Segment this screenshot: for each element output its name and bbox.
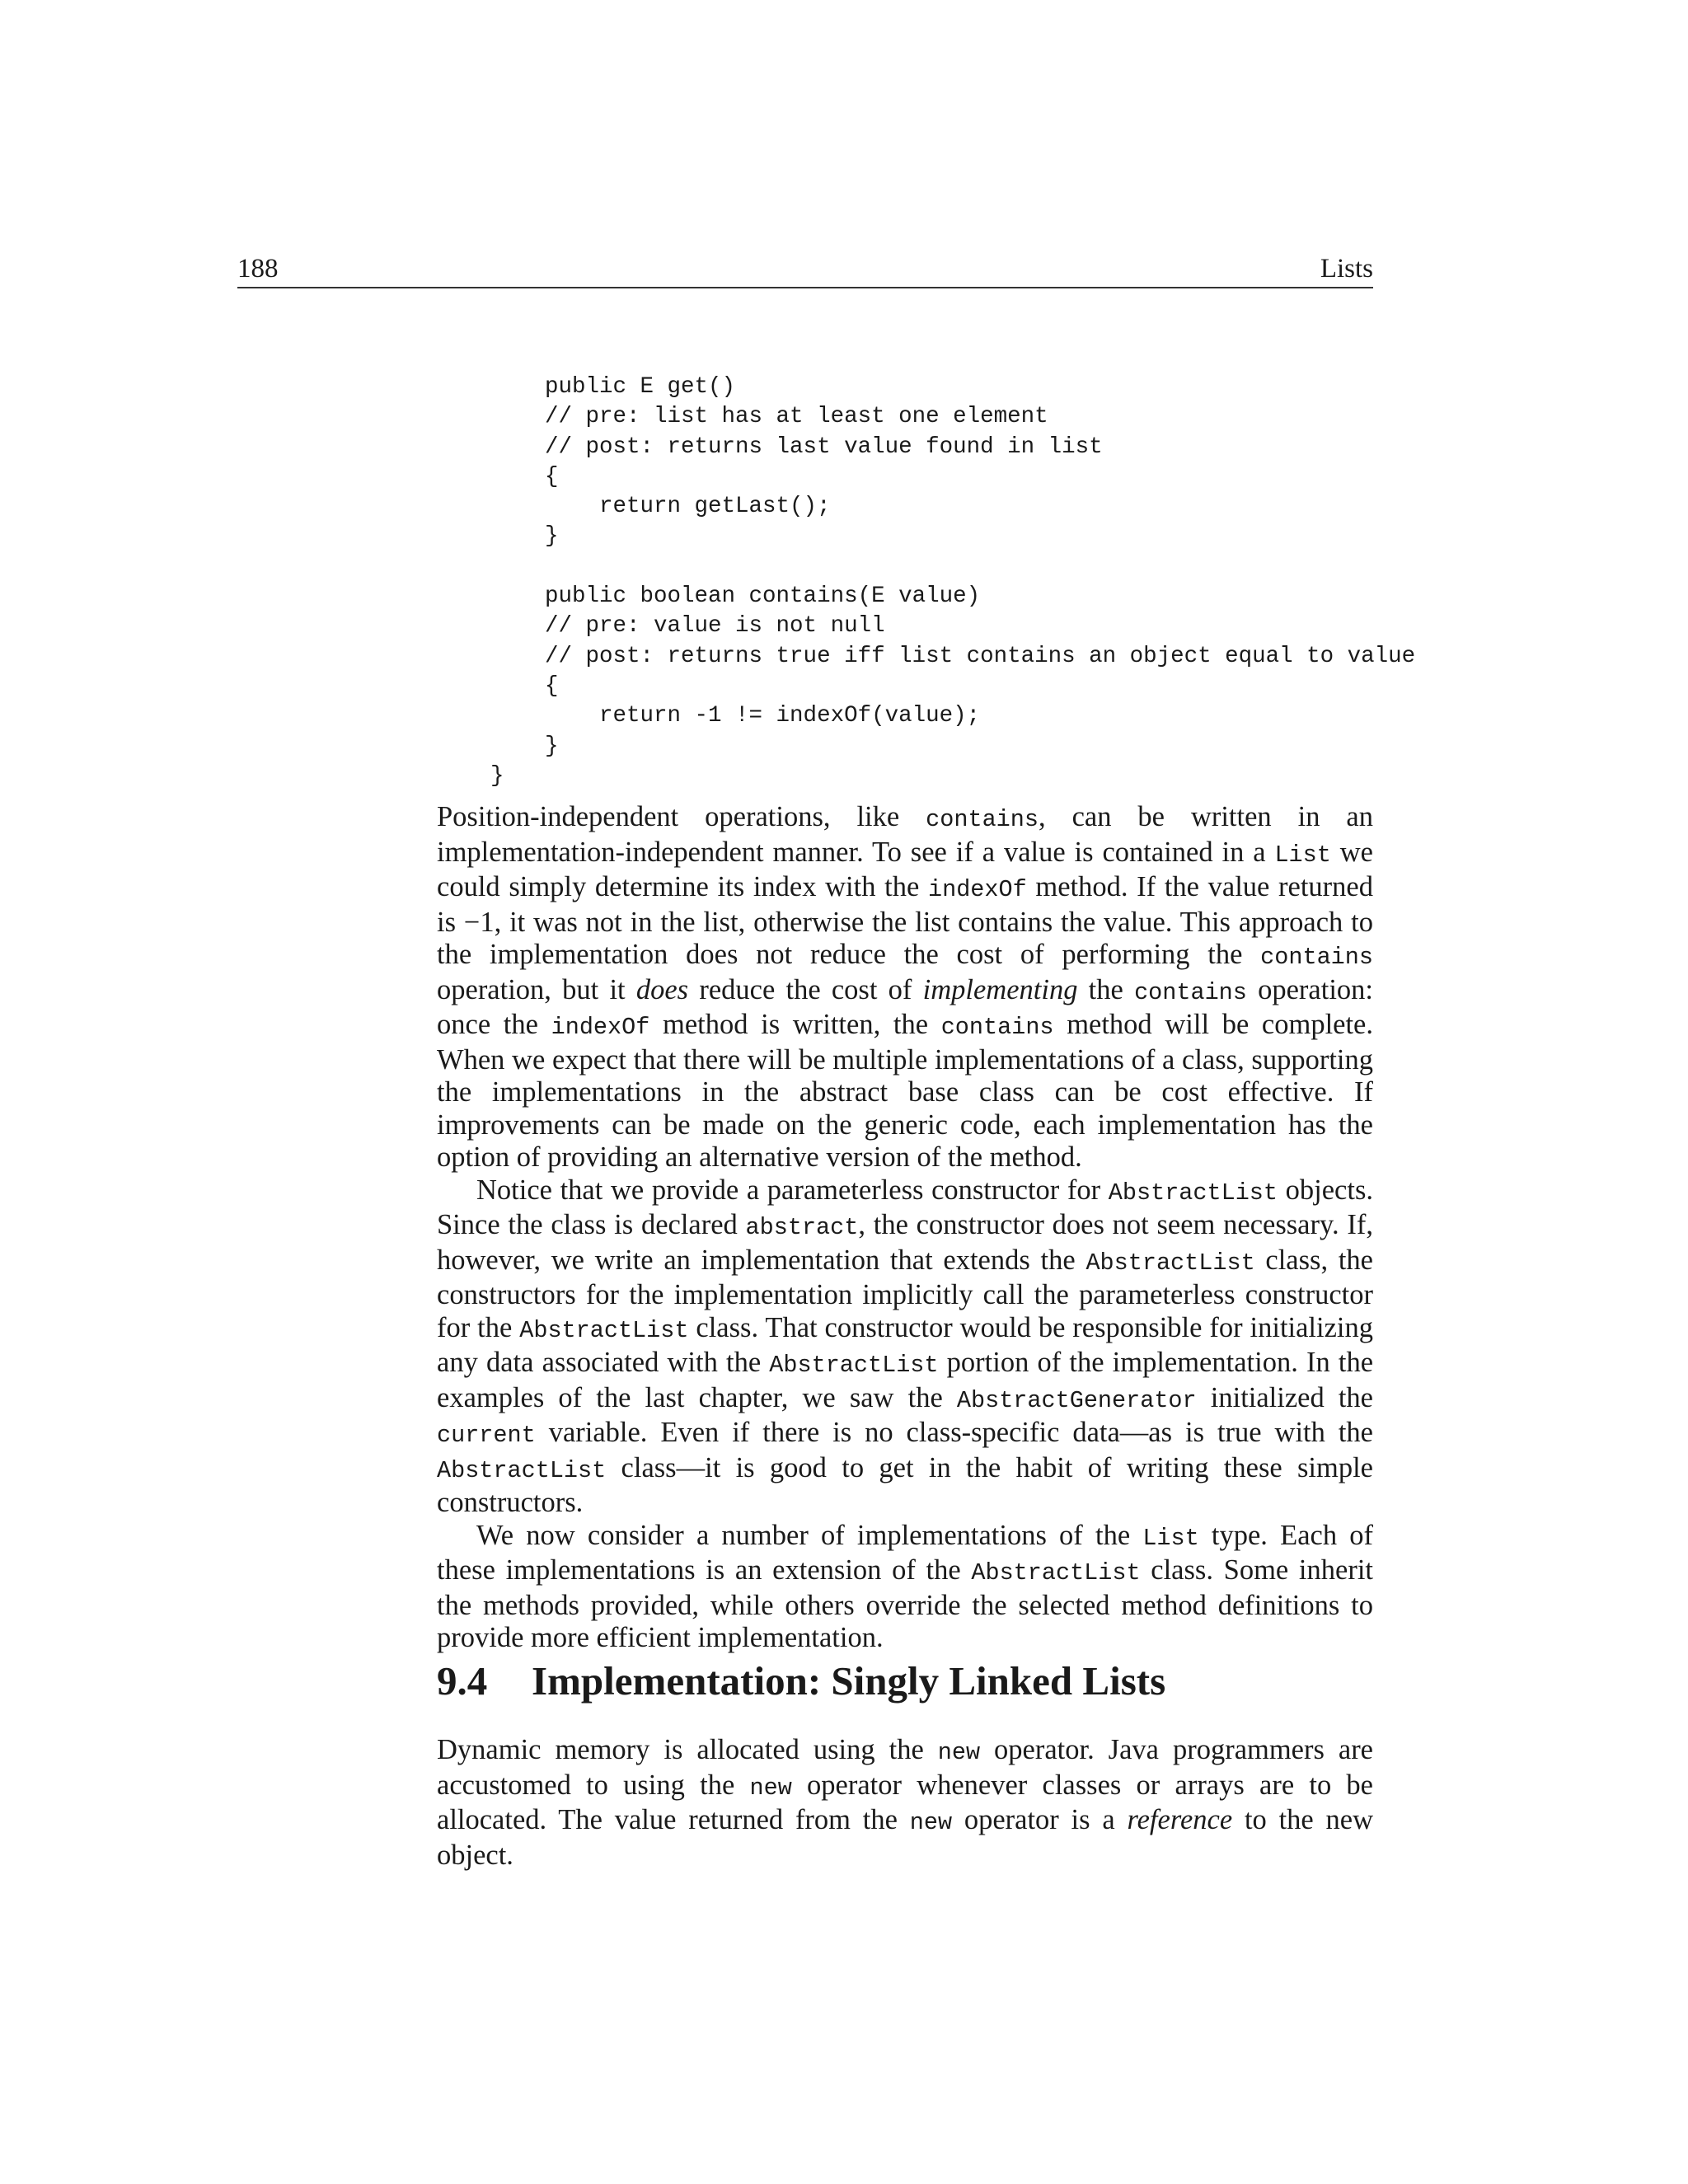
emphasis: does — [635, 973, 689, 1005]
paragraph-implementations — [437, 1520, 1373, 1655]
code-line: } — [490, 523, 559, 550]
text-run: class. Some inherit the methods provided, while others override the selected method definitions to provide more efficient implementation. — [437, 1554, 1373, 1653]
section-heading — [437, 1657, 1373, 1706]
text-run: operation: once the — [437, 973, 1373, 1040]
text-run: We now consider a number of implementations of the — [476, 1519, 1143, 1551]
section-body-text — [437, 1734, 1373, 1872]
paragraph-dynamic-memory — [437, 1734, 1373, 1872]
text-run: the — [1077, 973, 1135, 1005]
inline-code: AbstractList — [437, 1456, 607, 1484]
page-header — [237, 247, 1373, 288]
inline-code: AbstractList — [769, 1352, 939, 1379]
text-run: method is written, the — [649, 1009, 941, 1040]
running-title: Lists — [1320, 254, 1373, 284]
inline-code: contains — [940, 1014, 1054, 1041]
inline-code: abstract — [745, 1214, 859, 1241]
inline-code: AbstractList — [1108, 1179, 1278, 1207]
text-run: operator is a — [952, 1804, 1128, 1835]
code-line: } — [490, 733, 559, 759]
inline-code: contains — [1260, 944, 1373, 971]
code-line: } — [490, 762, 504, 789]
section-title: Implementation: Singly Linked Lists — [532, 1658, 1166, 1704]
inline-code: indexOf — [551, 1014, 650, 1041]
inline-code: contains — [926, 806, 1039, 833]
text-run: Dynamic memory is allocated using the — [437, 1734, 938, 1765]
text-run: operation, but it — [437, 973, 636, 1005]
emphasis: reference — [1127, 1804, 1233, 1835]
inline-code: new — [937, 1739, 981, 1766]
text-run: , can be written in an implementation-independent manner. To see if a value is contained in a — [437, 801, 1373, 868]
text-run: objects. Since the class is declared — [437, 1174, 1373, 1240]
paragraph-constructor — [437, 1174, 1373, 1520]
text-run: , the constructor does not seem necessary. If, however, we write an implementation that extends the — [437, 1209, 1373, 1276]
inline-code: current — [437, 1422, 536, 1449]
body-text — [437, 801, 1373, 1655]
inline-code: AbstractGenerator — [956, 1386, 1197, 1414]
code-line: return -1 != indexOf(value); — [490, 703, 981, 729]
emphasis: implementing — [922, 973, 1078, 1005]
inline-code: List — [1142, 1524, 1199, 1552]
code-line: { — [490, 673, 559, 699]
text-run: Notice that we provide a parameterless constructor for — [476, 1174, 1109, 1206]
text-run: variable. Even if there is no class-specific data—as is true with the — [535, 1417, 1373, 1448]
code-listing — [490, 373, 1422, 791]
text-run: class. That constructor would be responsible for initializing any data associated with the — [437, 1311, 1373, 1378]
inline-code: AbstractList — [971, 1559, 1141, 1586]
code-line — [490, 552, 1422, 582]
text-run: to the new object. — [437, 1804, 1373, 1871]
text-run: initialized the — [1196, 1381, 1373, 1413]
text-run: class—it is good to get in the habit of writing these simple constructors. — [437, 1451, 1373, 1518]
code-line: // post: returns true iff list contains an object equal to value — [490, 643, 1416, 669]
inline-code: List — [1274, 841, 1331, 869]
code-line: // pre: value is not null — [490, 613, 885, 640]
inline-code: AbstractList — [519, 1316, 689, 1344]
code-line: return getLast(); — [490, 494, 831, 520]
inline-code: new — [909, 1809, 953, 1836]
paragraph-contains — [437, 801, 1373, 1174]
header-rule — [237, 287, 1373, 288]
code-line: // post: returns last value found in list — [490, 434, 1103, 460]
text-run: Position-independent operations, like — [437, 801, 926, 832]
text-run: type. Each of these implementations is an extension of the — [437, 1519, 1373, 1586]
code-line: { — [490, 463, 559, 490]
inline-code: new — [749, 1774, 792, 1802]
text-run: reduce the cost of — [688, 973, 923, 1005]
inline-code: indexOf — [927, 876, 1027, 903]
text-run: method. If the value returned is −1, it was not in the list, otherwise the list contains the value. This approach to the implementation does not reduce the cost of performing the — [437, 871, 1373, 970]
code-line: // pre: list has at least one element — [490, 404, 1048, 430]
page-number: 188 — [237, 254, 279, 284]
text-run: operator whenever classes or arrays are to be allocated. The value returned from the — [437, 1769, 1373, 1835]
text-run: we could simply determine its index with the — [437, 836, 1373, 902]
code-line: public E get() — [490, 374, 736, 400]
inline-code: AbstractList — [1085, 1249, 1255, 1277]
text-run: operator. Java programmers are accustomed to using the — [437, 1734, 1373, 1801]
inline-code: contains — [1134, 978, 1247, 1006]
text-run: method will be complete. When we expect that there will be multiple implementations of a class, supporting the implementations in the abstract base class can be cost effective. If improvements can be made on the generic code, each implementation has the option of providing an alternative version of the method. — [437, 1009, 1373, 1173]
section-number: 9.4 — [437, 1658, 488, 1704]
code-line: public boolean contains(E value) — [490, 583, 981, 610]
text-run: portion of the implementation. In the examples of the last chapter, we saw the — [437, 1347, 1374, 1413]
text-run: class, the constructors for the implementation implicitly call the parameterless constructor for the — [437, 1244, 1373, 1343]
